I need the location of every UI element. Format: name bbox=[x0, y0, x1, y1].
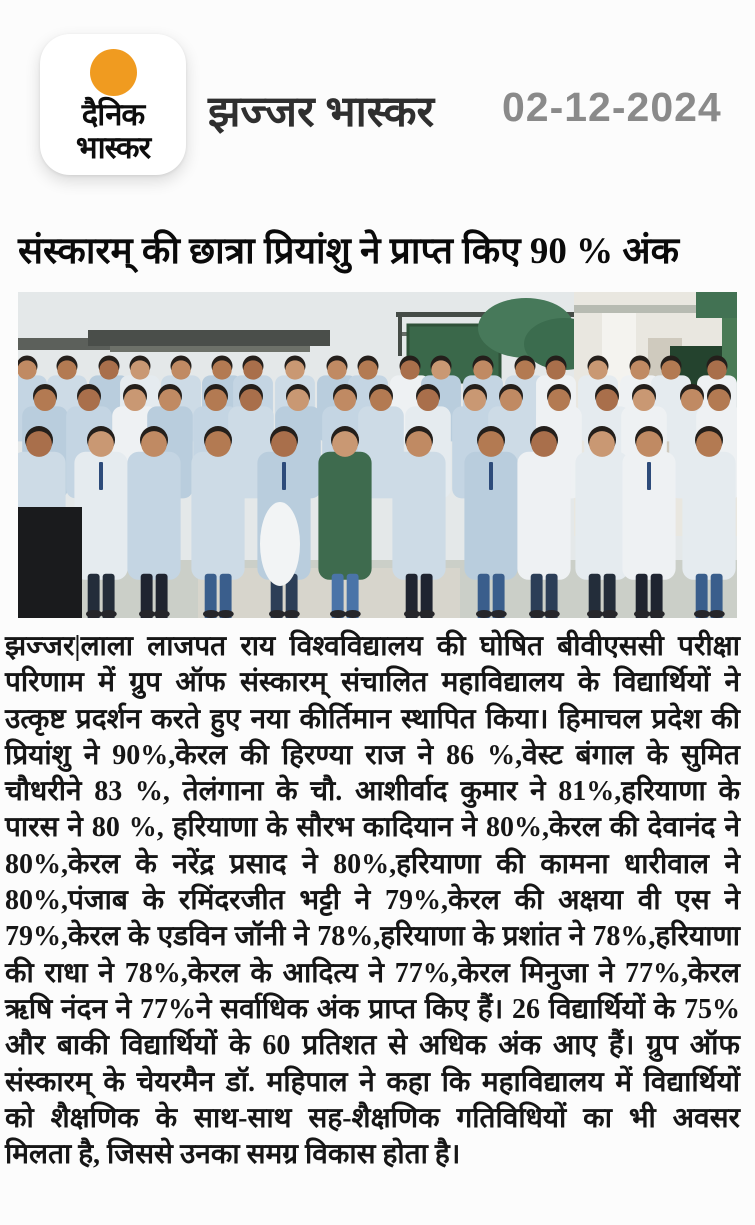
body-line: और बाकी विद्यार्थियों के 60 प्रतिशत से अधिक अंक आए हैं। ग्रुप ऑफ bbox=[5, 1030, 740, 1062]
logo-line2: भास्कर bbox=[75, 130, 151, 165]
body-line: परिणाम में ग्रुप ऑफ संस्कारम् संचालित महाविद्यालय के विद्यार्थियों ने bbox=[5, 667, 740, 699]
article-headline: संस्कारम् की छात्रा प्रियांशु ने प्राप्त किए 90 % अंक bbox=[18, 231, 680, 272]
body-line: को शैक्षणिक के साथ-साथ सह-शैक्षणिक गतिविधियों का भी अवसर bbox=[5, 1102, 740, 1134]
body-line: 80%,केरल के नरेंद्र प्रसाद ने 80%,हरियाणा की कामना धारीवाल ने bbox=[5, 848, 740, 880]
body-line: मिलता है, जिससे उनका समग्र विकास होता है। bbox=[5, 1139, 461, 1171]
body-line: ऋषि नंदन ने 77%ने सर्वाधिक अंक प्राप्त किए हैं। 26 विद्यार्थियों के 75% bbox=[5, 993, 740, 1025]
body-line: प्रियांशु ने 90%,केरल की हिरण्या राज ने 86 %,वेस्ट बंगाल के सुमित bbox=[5, 739, 740, 771]
page-title: झज्जर भास्कर bbox=[208, 89, 435, 136]
article-body bbox=[5, 629, 740, 1173]
publication-date: 02-12-2024 bbox=[502, 84, 722, 130]
article-photo bbox=[18, 292, 737, 618]
body-line: पारस ने 80 %, हरियाणा के सौरभ कादियान ने 80%,केरल की देवानंद ने bbox=[5, 812, 740, 844]
dainik-bhaskar-logo bbox=[40, 34, 186, 175]
logo-line1: दैनिक bbox=[81, 97, 145, 132]
body-line: की राधा ने 78%,केरल के आदित्य ने 77%,केरल मिनुजा ने 77%,केरल bbox=[5, 957, 740, 989]
body-line: 79%,केरल के एडविन जॉनी ने 78%,हरियाणा के प्रशांत ने 78%,हरियाणा bbox=[5, 921, 740, 953]
body-line: संस्कारम् के चेयरमैन डॉ. महिपाल ने कहा कि महाविद्यालय में विद्यार्थियों bbox=[5, 1066, 740, 1098]
logo-text bbox=[40, 98, 186, 164]
article-photo-svg bbox=[18, 292, 737, 618]
body-line: उत्कृष्ट प्रदर्शन करते हुए नया कीर्तिमान स्थापित किया। हिमाचल प्रदेश की bbox=[5, 703, 740, 735]
body-line: चौधरीने 83 %, तेलंगाना के चौ. आशीर्वाद कुमार ने 81%,हरियाणा के bbox=[5, 776, 740, 808]
body-line: 80%,पंजाब के रमिंदरजीत भट्टी ने 79%,केरल की अक्षया वी एस ने bbox=[5, 885, 740, 917]
sun-icon bbox=[90, 49, 137, 96]
body-line: झज्जर|लाला लाजपत राय विश्वविद्यालय की घोषित बीवीएससी परीक्षा bbox=[5, 631, 740, 662]
